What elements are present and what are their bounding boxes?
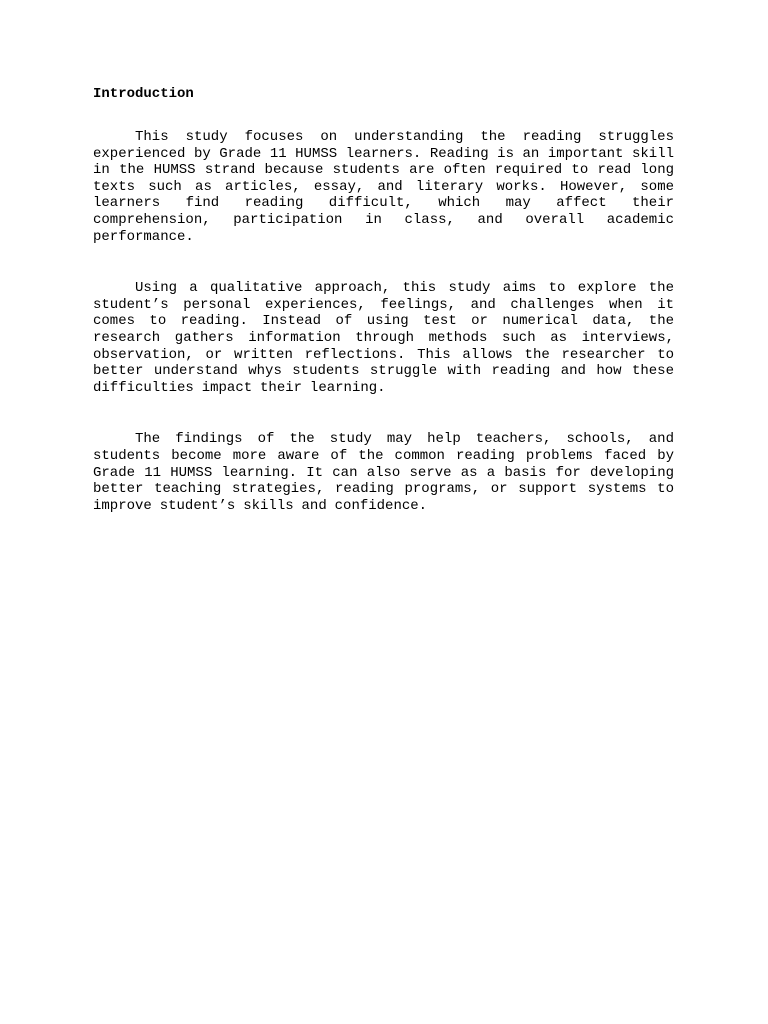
paragraph-1: This study focuses on understanding the reading struggles experienced by Grade 11 HUMSS learners. Reading is an important skill in the HUMSS strand because students are often required to read long texts such as articles, essay, and literary works. However, some learners find reading difficult, which may affect their comprehension, participation in class, and overall academic performance.	[93, 129, 674, 245]
section-heading: Introduction	[93, 86, 194, 102]
document-body	[93, 86, 674, 514]
paragraph-3: The findings of the study may help teachers, schools, and students become more aware of the common reading problems faced by Grade 11 HUMSS learning. It can also serve as a basis for developing better teaching strategies, reading programs, or support systems to improve student’s skills and confidence.	[93, 431, 674, 514]
paragraph-2: Using a qualitative approach, this study aims to explore the student’s personal experiences, feelings, and challenges when it comes to reading. Instead of using test or numerical data, the research gathers information through methods such as interviews, observation, or written reflections. This allows the researcher to better understand whys students struggle with reading and how these difficulties impact their learning.	[93, 280, 674, 396]
